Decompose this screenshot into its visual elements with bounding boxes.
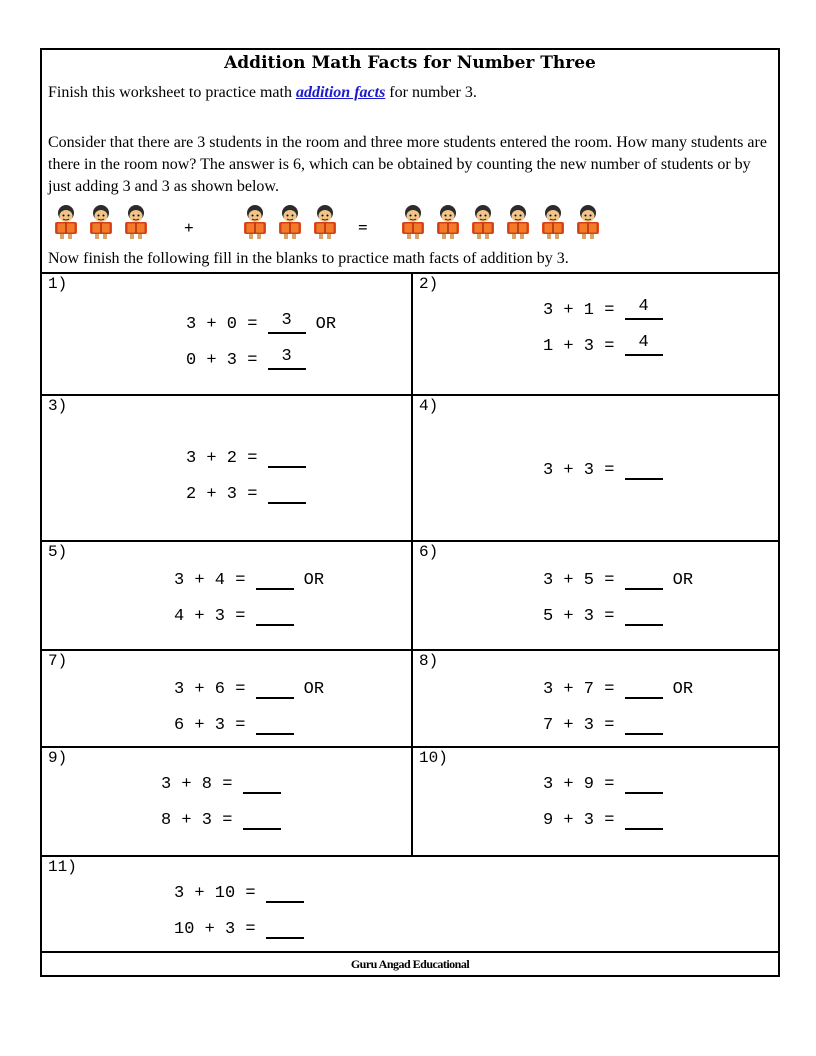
or-label: OR — [315, 315, 337, 334]
equation-text: 4 + 3 = — [174, 607, 256, 626]
equation-text: 0 + 3 = — [186, 351, 268, 370]
intro-after: for number 3. — [385, 84, 477, 101]
equation-text: 7 + 3 = — [543, 716, 625, 735]
equation-line — [186, 312, 336, 334]
equation-text: 5 + 3 = — [543, 607, 625, 626]
problem-number: 5) — [48, 543, 68, 561]
problem-number: 9) — [48, 749, 68, 767]
equation-line — [186, 446, 306, 468]
equation-line — [543, 677, 693, 699]
problem-number: 6) — [419, 543, 439, 561]
problem-cell — [411, 272, 778, 394]
equation-text: 3 + 9 = — [543, 775, 625, 794]
or-label: OR — [303, 571, 325, 590]
problem-cell — [42, 272, 411, 394]
answer-blank[interactable] — [625, 772, 663, 794]
problem-number: 10) — [419, 749, 448, 767]
answer-blank[interactable] — [266, 917, 304, 939]
equation-text: 8 + 3 = — [161, 811, 243, 830]
answer-blank[interactable] — [625, 604, 663, 626]
equation-text: 9 + 3 = — [543, 811, 625, 830]
equation-line — [161, 772, 281, 794]
equation-line — [543, 772, 663, 794]
instruction-text: Now finish the following fill in the blanks to practice math facts of addition by 3. — [48, 250, 569, 267]
problem-number: 11) — [48, 858, 77, 876]
problem-number: 8) — [419, 652, 439, 670]
plus-sign: + — [184, 218, 194, 237]
equation-text: 3 + 0 = — [186, 315, 268, 334]
answer-blank[interactable] — [256, 568, 294, 590]
equation-text: 3 + 10 = — [174, 884, 266, 903]
equation-text: 10 + 3 = — [174, 920, 266, 939]
answer-blank[interactable] — [625, 808, 663, 830]
answer-blank[interactable] — [625, 458, 663, 480]
equation-line — [543, 713, 663, 735]
problem-number: 7) — [48, 652, 68, 670]
problem-cell — [42, 746, 411, 855]
problem-cell — [411, 540, 778, 649]
or-label: OR — [672, 680, 694, 699]
problem-cell — [411, 649, 778, 746]
equation-line — [543, 298, 663, 320]
equation-line — [161, 808, 281, 830]
worksheet — [40, 48, 780, 977]
student-reading-icon — [86, 204, 116, 240]
problem-cell — [411, 746, 778, 855]
addition-facts-link[interactable]: addition facts — [295, 84, 386, 101]
problem-cell — [42, 855, 778, 955]
equation-text: 1 + 3 = — [543, 337, 625, 356]
student-reading-icon — [310, 204, 340, 240]
answer-blank[interactable] — [268, 482, 306, 504]
equation-line — [174, 881, 304, 903]
equation-line — [174, 917, 304, 939]
equation-line — [543, 808, 663, 830]
problem-cell — [42, 394, 411, 540]
equation-line — [174, 568, 324, 590]
student-reading-icon — [240, 204, 270, 240]
or-label: OR — [303, 680, 325, 699]
equation-line — [174, 713, 294, 735]
equation-line — [543, 568, 693, 590]
equation-text: 3 + 8 = — [161, 775, 243, 794]
equation-line — [174, 677, 324, 699]
equation-line — [174, 604, 294, 626]
student-reading-icon — [275, 204, 305, 240]
student-reading-icon — [468, 204, 498, 240]
equation-line — [186, 482, 306, 504]
worksheet-title: Addition Math Facts for Number Three — [224, 53, 596, 73]
equation-text: 3 + 4 = — [174, 571, 256, 590]
equation-text: 3 + 6 = — [174, 680, 256, 699]
answer-blank[interactable] — [625, 677, 663, 699]
problem-number: 2) — [419, 275, 439, 293]
problem-number: 4) — [419, 397, 439, 415]
answer-blank[interactable] — [268, 446, 306, 468]
equation-text: 3 + 3 = — [543, 461, 625, 480]
student-reading-icon — [121, 204, 151, 240]
students-illustration — [42, 198, 778, 242]
student-reading-icon — [433, 204, 463, 240]
problem-cell — [42, 540, 411, 649]
problem-number: 1) — [48, 275, 68, 293]
answer-blank[interactable] — [243, 772, 281, 794]
equation-line — [543, 458, 663, 480]
equation-line — [186, 348, 306, 370]
student-reading-icon — [573, 204, 603, 240]
equation-text: 3 + 5 = — [543, 571, 625, 590]
answer-blank[interactable]: 4 — [625, 298, 663, 320]
problem-number: 3) — [48, 397, 68, 415]
equation-text: 3 + 1 = — [543, 301, 625, 320]
answer-blank[interactable] — [256, 604, 294, 626]
student-reading-icon — [51, 204, 81, 240]
equals-sign: = — [358, 218, 368, 237]
intro-text — [48, 84, 477, 102]
story-paragraph: Consider that there are 3 students in the room and three more students entered the room. How many students are there in the room now? The answer is 6, which can be obtained by counting the new number of students or by just adding 3 and 3 as shown below. — [48, 134, 767, 195]
problem-cell — [411, 394, 778, 540]
problem-cell — [42, 649, 411, 746]
equation-text: 6 + 3 = — [174, 716, 256, 735]
answer-blank[interactable] — [625, 568, 663, 590]
intro-before: Finish this worksheet to practice math — [48, 84, 296, 101]
answer-blank[interactable]: 4 — [625, 334, 663, 356]
or-label: OR — [672, 571, 694, 590]
student-reading-icon — [398, 204, 428, 240]
answer-blank[interactable]: 3 — [268, 348, 306, 370]
student-reading-icon — [503, 204, 533, 240]
equation-line — [543, 604, 663, 626]
equation-line — [543, 334, 663, 356]
answer-blank[interactable] — [256, 677, 294, 699]
answer-blank[interactable] — [266, 881, 304, 903]
equation-text: 3 + 2 = — [186, 449, 268, 468]
equation-text: 3 + 7 = — [543, 680, 625, 699]
equation-text: 2 + 3 = — [186, 485, 268, 504]
answer-blank[interactable]: 3 — [268, 312, 306, 334]
answer-blank[interactable] — [243, 808, 281, 830]
answer-blank[interactable] — [625, 713, 663, 735]
answer-blank[interactable] — [256, 713, 294, 735]
student-reading-icon — [538, 204, 568, 240]
footer-credit: Guru Angad Educational — [42, 951, 778, 975]
